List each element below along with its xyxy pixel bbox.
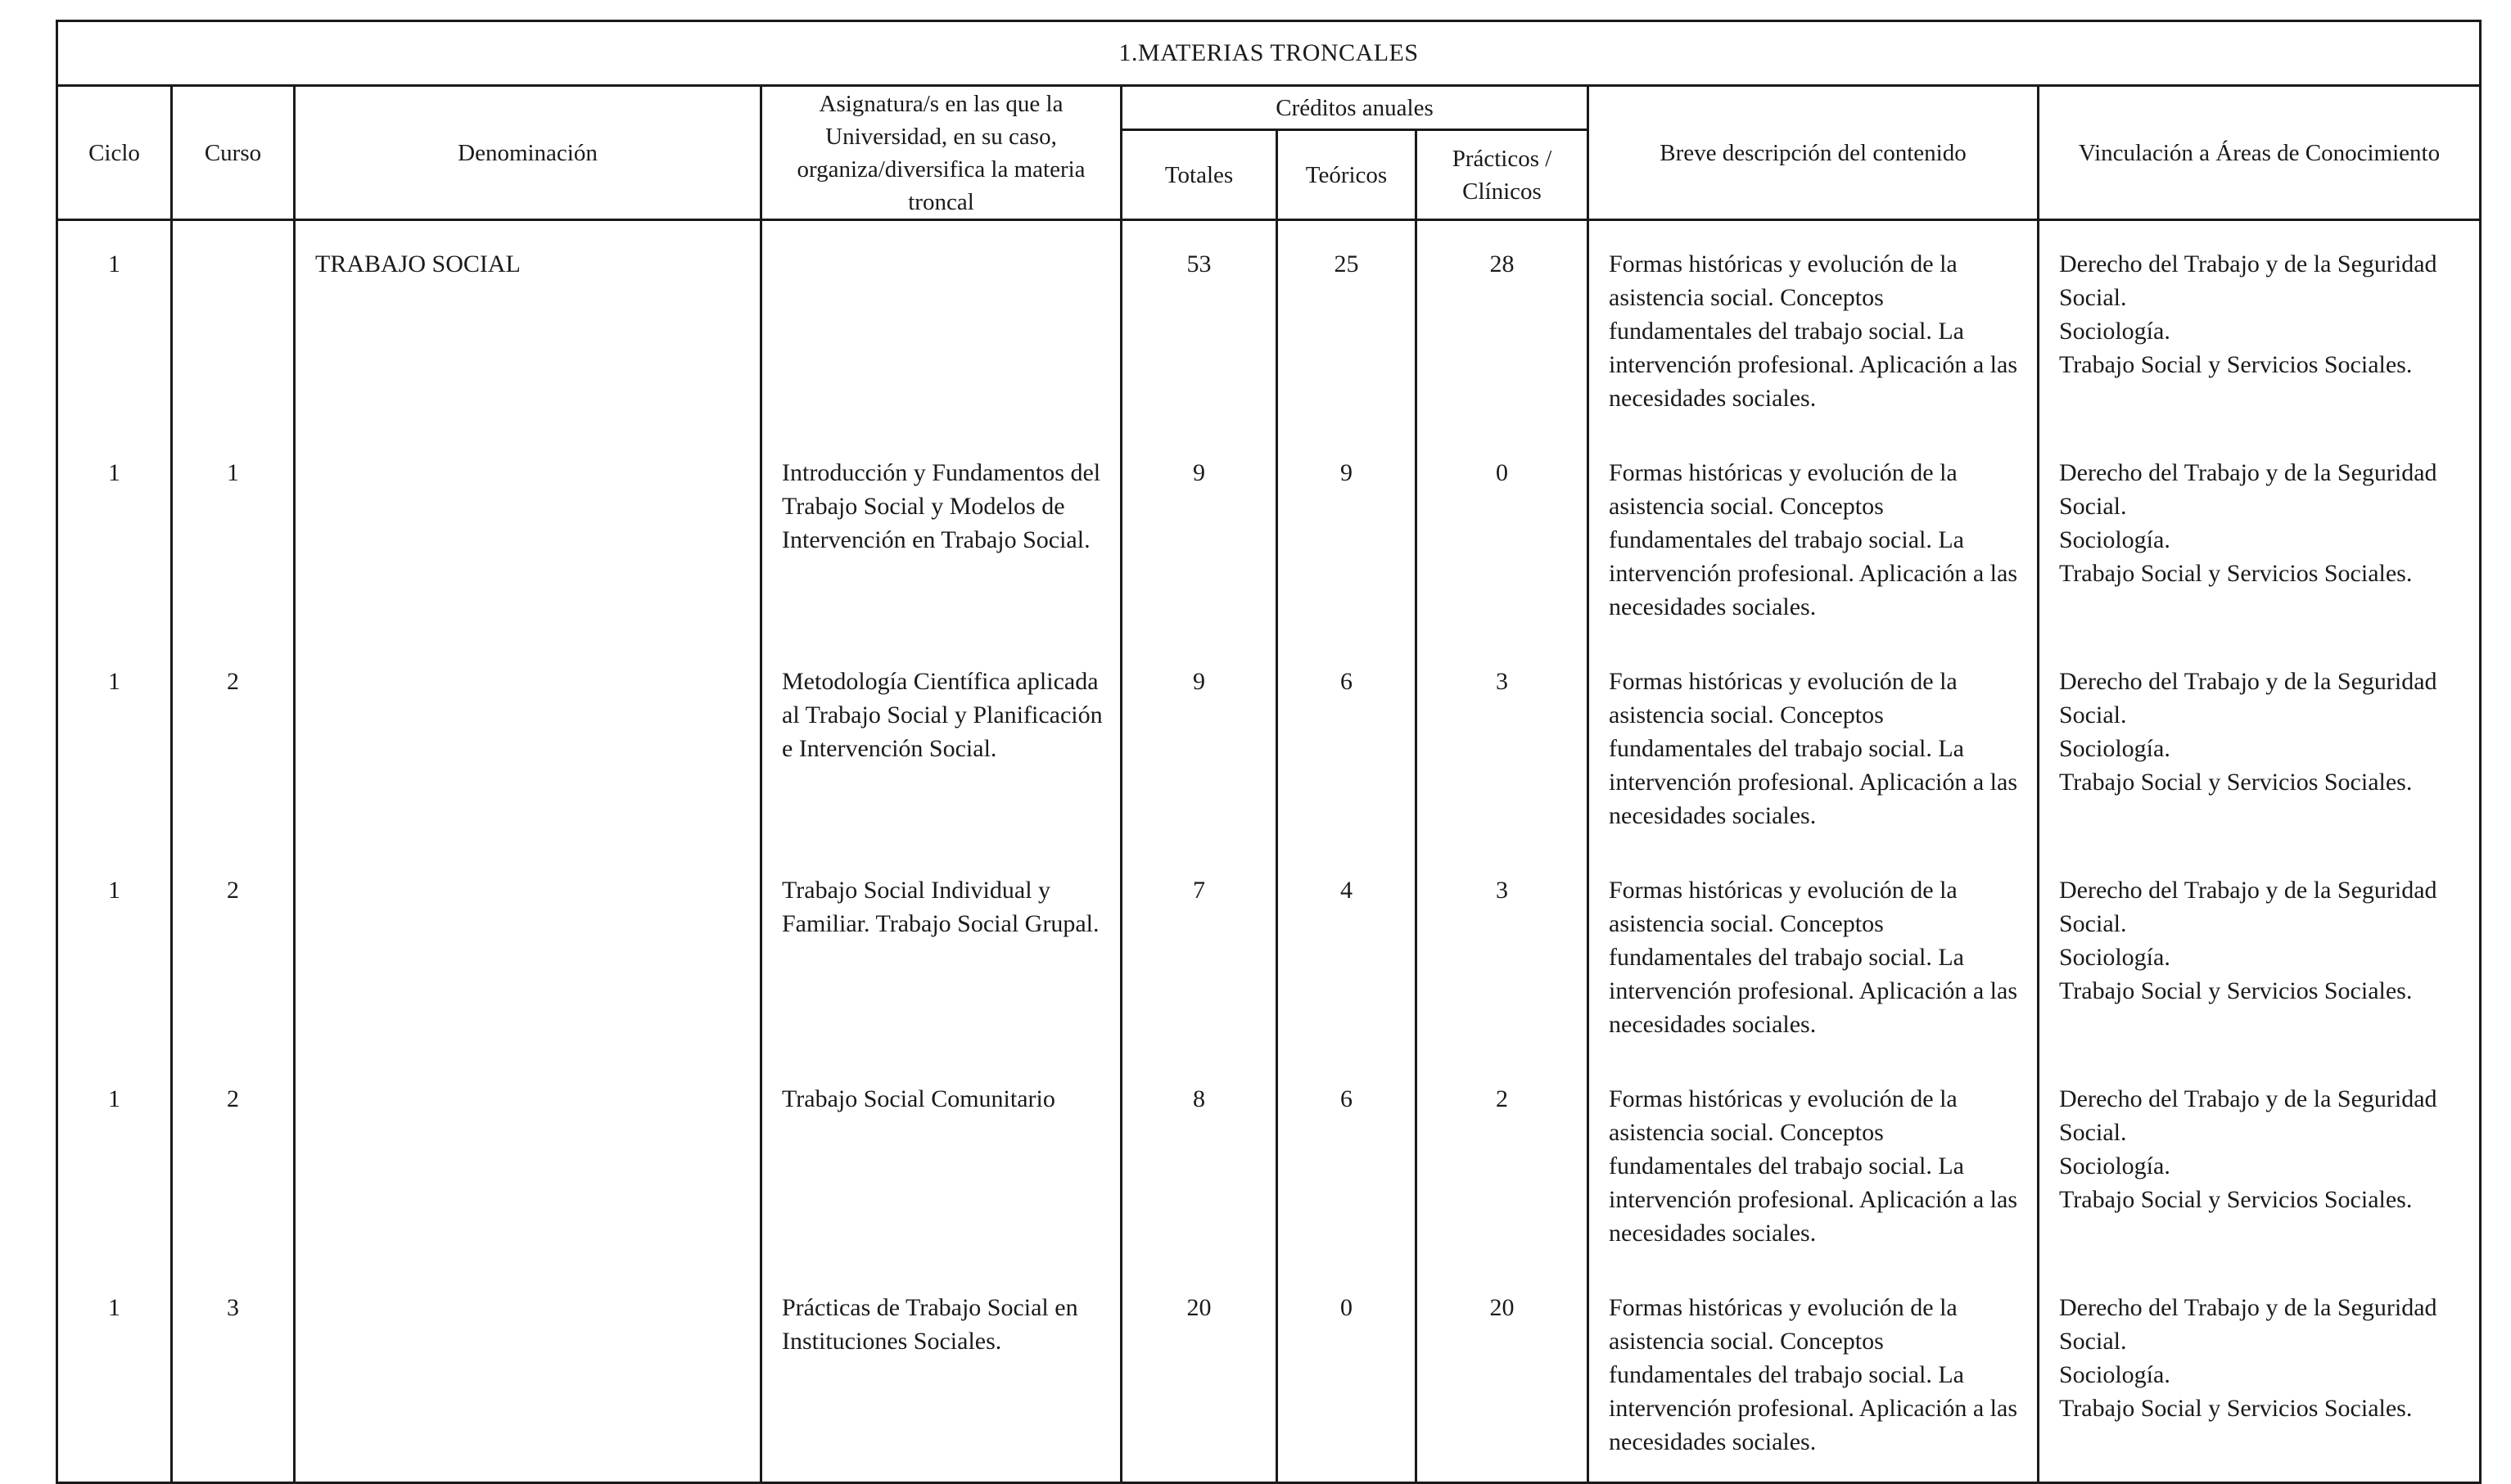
header-denominacion: Denominación bbox=[295, 86, 761, 220]
area-line: Sociología. bbox=[2059, 1152, 2170, 1180]
cell-curso bbox=[172, 220, 295, 439]
cell-denominacion bbox=[295, 438, 761, 647]
cell-teoricos: 25 bbox=[1277, 220, 1416, 439]
header-teoricos: Teóricos bbox=[1277, 130, 1416, 220]
cell-vinculacion bbox=[2039, 1273, 2481, 1483]
table-row bbox=[57, 855, 2481, 1064]
area-line: Trabajo Social y Servicios Sociales. bbox=[2059, 977, 2413, 1004]
cell-asignatura: Trabajo Social Comunitario bbox=[761, 1064, 1122, 1273]
cell-asignatura: Prácticas de Trabajo Social en Instituciones Sociales. bbox=[761, 1273, 1122, 1483]
materias-troncales-sheet bbox=[56, 20, 2479, 1484]
cell-teoricos: 6 bbox=[1277, 647, 1416, 855]
cell-ciclo: 1 bbox=[57, 220, 172, 439]
cell-curso: 3 bbox=[172, 1273, 295, 1483]
cell-teoricos: 0 bbox=[1277, 1273, 1416, 1483]
cell-teoricos: 6 bbox=[1277, 1064, 1416, 1273]
cell-asignatura: Metodología Científica aplicada al Trabajo Social y Planificación e Intervención Social. bbox=[761, 647, 1122, 855]
area-line: Trabajo Social y Servicios Sociales. bbox=[2059, 1186, 2413, 1213]
table-row bbox=[57, 1273, 2481, 1483]
cell-curso: 2 bbox=[172, 855, 295, 1064]
cell-asignatura: Introducción y Fundamentos del Trabajo Social y Modelos de Intervención en Trabajo Social. bbox=[761, 438, 1122, 647]
area-line: Trabajo Social y Servicios Sociales. bbox=[2059, 769, 2413, 796]
cell-denominacion bbox=[295, 647, 761, 855]
cell-vinculacion bbox=[2039, 1064, 2481, 1273]
cell-descripcion: Formas históricas y evolución de la asistencia social. Conceptos fundamentales del trabajo social. La intervención profesional. Aplicación a las necesidades sociales. bbox=[1588, 1064, 2039, 1273]
cell-totales: 9 bbox=[1122, 647, 1277, 855]
cell-totales: 7 bbox=[1122, 855, 1277, 1064]
cell-curso: 2 bbox=[172, 1064, 295, 1273]
cell-practicos: 0 bbox=[1416, 438, 1588, 647]
cell-ciclo: 1 bbox=[57, 647, 172, 855]
header-creditos-anuales: Créditos anuales bbox=[1122, 86, 1588, 130]
area-line: Sociología. bbox=[2059, 944, 2170, 971]
cell-asignatura: Trabajo Social Individual y Familiar. Trabajo Social Grupal. bbox=[761, 855, 1122, 1064]
cell-descripcion: Formas históricas y evolución de la asistencia social. Conceptos fundamentales del trabajo social. La intervención profesional. Aplicación a las necesidades sociales. bbox=[1588, 438, 2039, 647]
materias-table bbox=[56, 20, 2482, 1484]
cell-totales: 53 bbox=[1122, 220, 1277, 439]
header-vinculacion: Vinculación a Áreas de Conocimiento bbox=[2039, 86, 2481, 220]
cell-descripcion: Formas históricas y evolución de la asistencia social. Conceptos fundamentales del trabajo social. La intervención profesional. Aplicación a las necesidades sociales. bbox=[1588, 1273, 2039, 1483]
cell-vinculacion bbox=[2039, 438, 2481, 647]
cell-denominacion bbox=[295, 1273, 761, 1483]
area-line: Sociología. bbox=[2059, 318, 2170, 345]
cell-teoricos: 9 bbox=[1277, 438, 1416, 647]
header-asignatura: Asignatura/s en las que la Universidad, en su caso, organiza/diversifica la materia troncal bbox=[761, 86, 1122, 220]
header-practicos: Prácticos / Clínicos bbox=[1416, 130, 1588, 220]
area-line: Derecho del Trabajo y de la Seguridad Social. bbox=[2059, 250, 2437, 311]
cell-ciclo: 1 bbox=[57, 1064, 172, 1273]
area-line: Derecho del Trabajo y de la Seguridad Social. bbox=[2059, 459, 2437, 520]
area-line: Derecho del Trabajo y de la Seguridad Social. bbox=[2059, 877, 2437, 937]
cell-ciclo: 1 bbox=[57, 438, 172, 647]
area-line: Derecho del Trabajo y de la Seguridad Social. bbox=[2059, 1294, 2437, 1355]
area-line: Trabajo Social y Servicios Sociales. bbox=[2059, 351, 2413, 378]
cell-totales: 20 bbox=[1122, 1273, 1277, 1483]
cell-practicos: 3 bbox=[1416, 647, 1588, 855]
cell-curso: 2 bbox=[172, 647, 295, 855]
cell-practicos: 20 bbox=[1416, 1273, 1588, 1483]
cell-descripcion: Formas históricas y evolución de la asistencia social. Conceptos fundamentales del trabajo social. La intervención profesional. Aplicación a las necesidades sociales. bbox=[1588, 220, 2039, 439]
area-line: Derecho del Trabajo y de la Seguridad Social. bbox=[2059, 1085, 2437, 1146]
cell-ciclo: 1 bbox=[57, 855, 172, 1064]
cell-vinculacion bbox=[2039, 647, 2481, 855]
cell-curso: 1 bbox=[172, 438, 295, 647]
cell-vinculacion bbox=[2039, 855, 2481, 1064]
header-ciclo: Ciclo bbox=[57, 86, 172, 220]
cell-denominacion bbox=[295, 1064, 761, 1273]
area-line: Sociología. bbox=[2059, 1361, 2170, 1388]
cell-teoricos: 4 bbox=[1277, 855, 1416, 1064]
cell-denominacion bbox=[295, 855, 761, 1064]
cell-practicos: 28 bbox=[1416, 220, 1588, 439]
table-row bbox=[57, 647, 2481, 855]
cell-totales: 8 bbox=[1122, 1064, 1277, 1273]
cell-practicos: 3 bbox=[1416, 855, 1588, 1064]
cell-vinculacion bbox=[2039, 220, 2481, 439]
area-line: Trabajo Social y Servicios Sociales. bbox=[2059, 560, 2413, 587]
cell-ciclo: 1 bbox=[57, 1273, 172, 1483]
cell-denominacion: TRABAJO SOCIAL bbox=[295, 220, 761, 439]
header-descripcion: Breve descripción del contenido bbox=[1588, 86, 2039, 220]
table-row bbox=[57, 220, 2481, 439]
area-line: Sociología. bbox=[2059, 526, 2170, 553]
area-line: Trabajo Social y Servicios Sociales. bbox=[2059, 1395, 2413, 1422]
cell-totales: 9 bbox=[1122, 438, 1277, 647]
area-line: Derecho del Trabajo y de la Seguridad Social. bbox=[2059, 668, 2437, 728]
header-curso: Curso bbox=[172, 86, 295, 220]
cell-practicos: 2 bbox=[1416, 1064, 1588, 1273]
header-totales: Totales bbox=[1122, 130, 1277, 220]
cell-descripcion: Formas históricas y evolución de la asistencia social. Conceptos fundamentales del trabajo social. La intervención profesional. Aplicación a las necesidades sociales. bbox=[1588, 647, 2039, 855]
table-row bbox=[57, 438, 2481, 647]
cell-descripcion: Formas históricas y evolución de la asistencia social. Conceptos fundamentales del trabajo social. La intervención profesional. Aplicación a las necesidades sociales. bbox=[1588, 855, 2039, 1064]
table-title: 1.MATERIAS TRONCALES bbox=[57, 21, 2481, 86]
table-row bbox=[57, 1064, 2481, 1273]
cell-asignatura bbox=[761, 220, 1122, 439]
area-line: Sociología. bbox=[2059, 735, 2170, 762]
